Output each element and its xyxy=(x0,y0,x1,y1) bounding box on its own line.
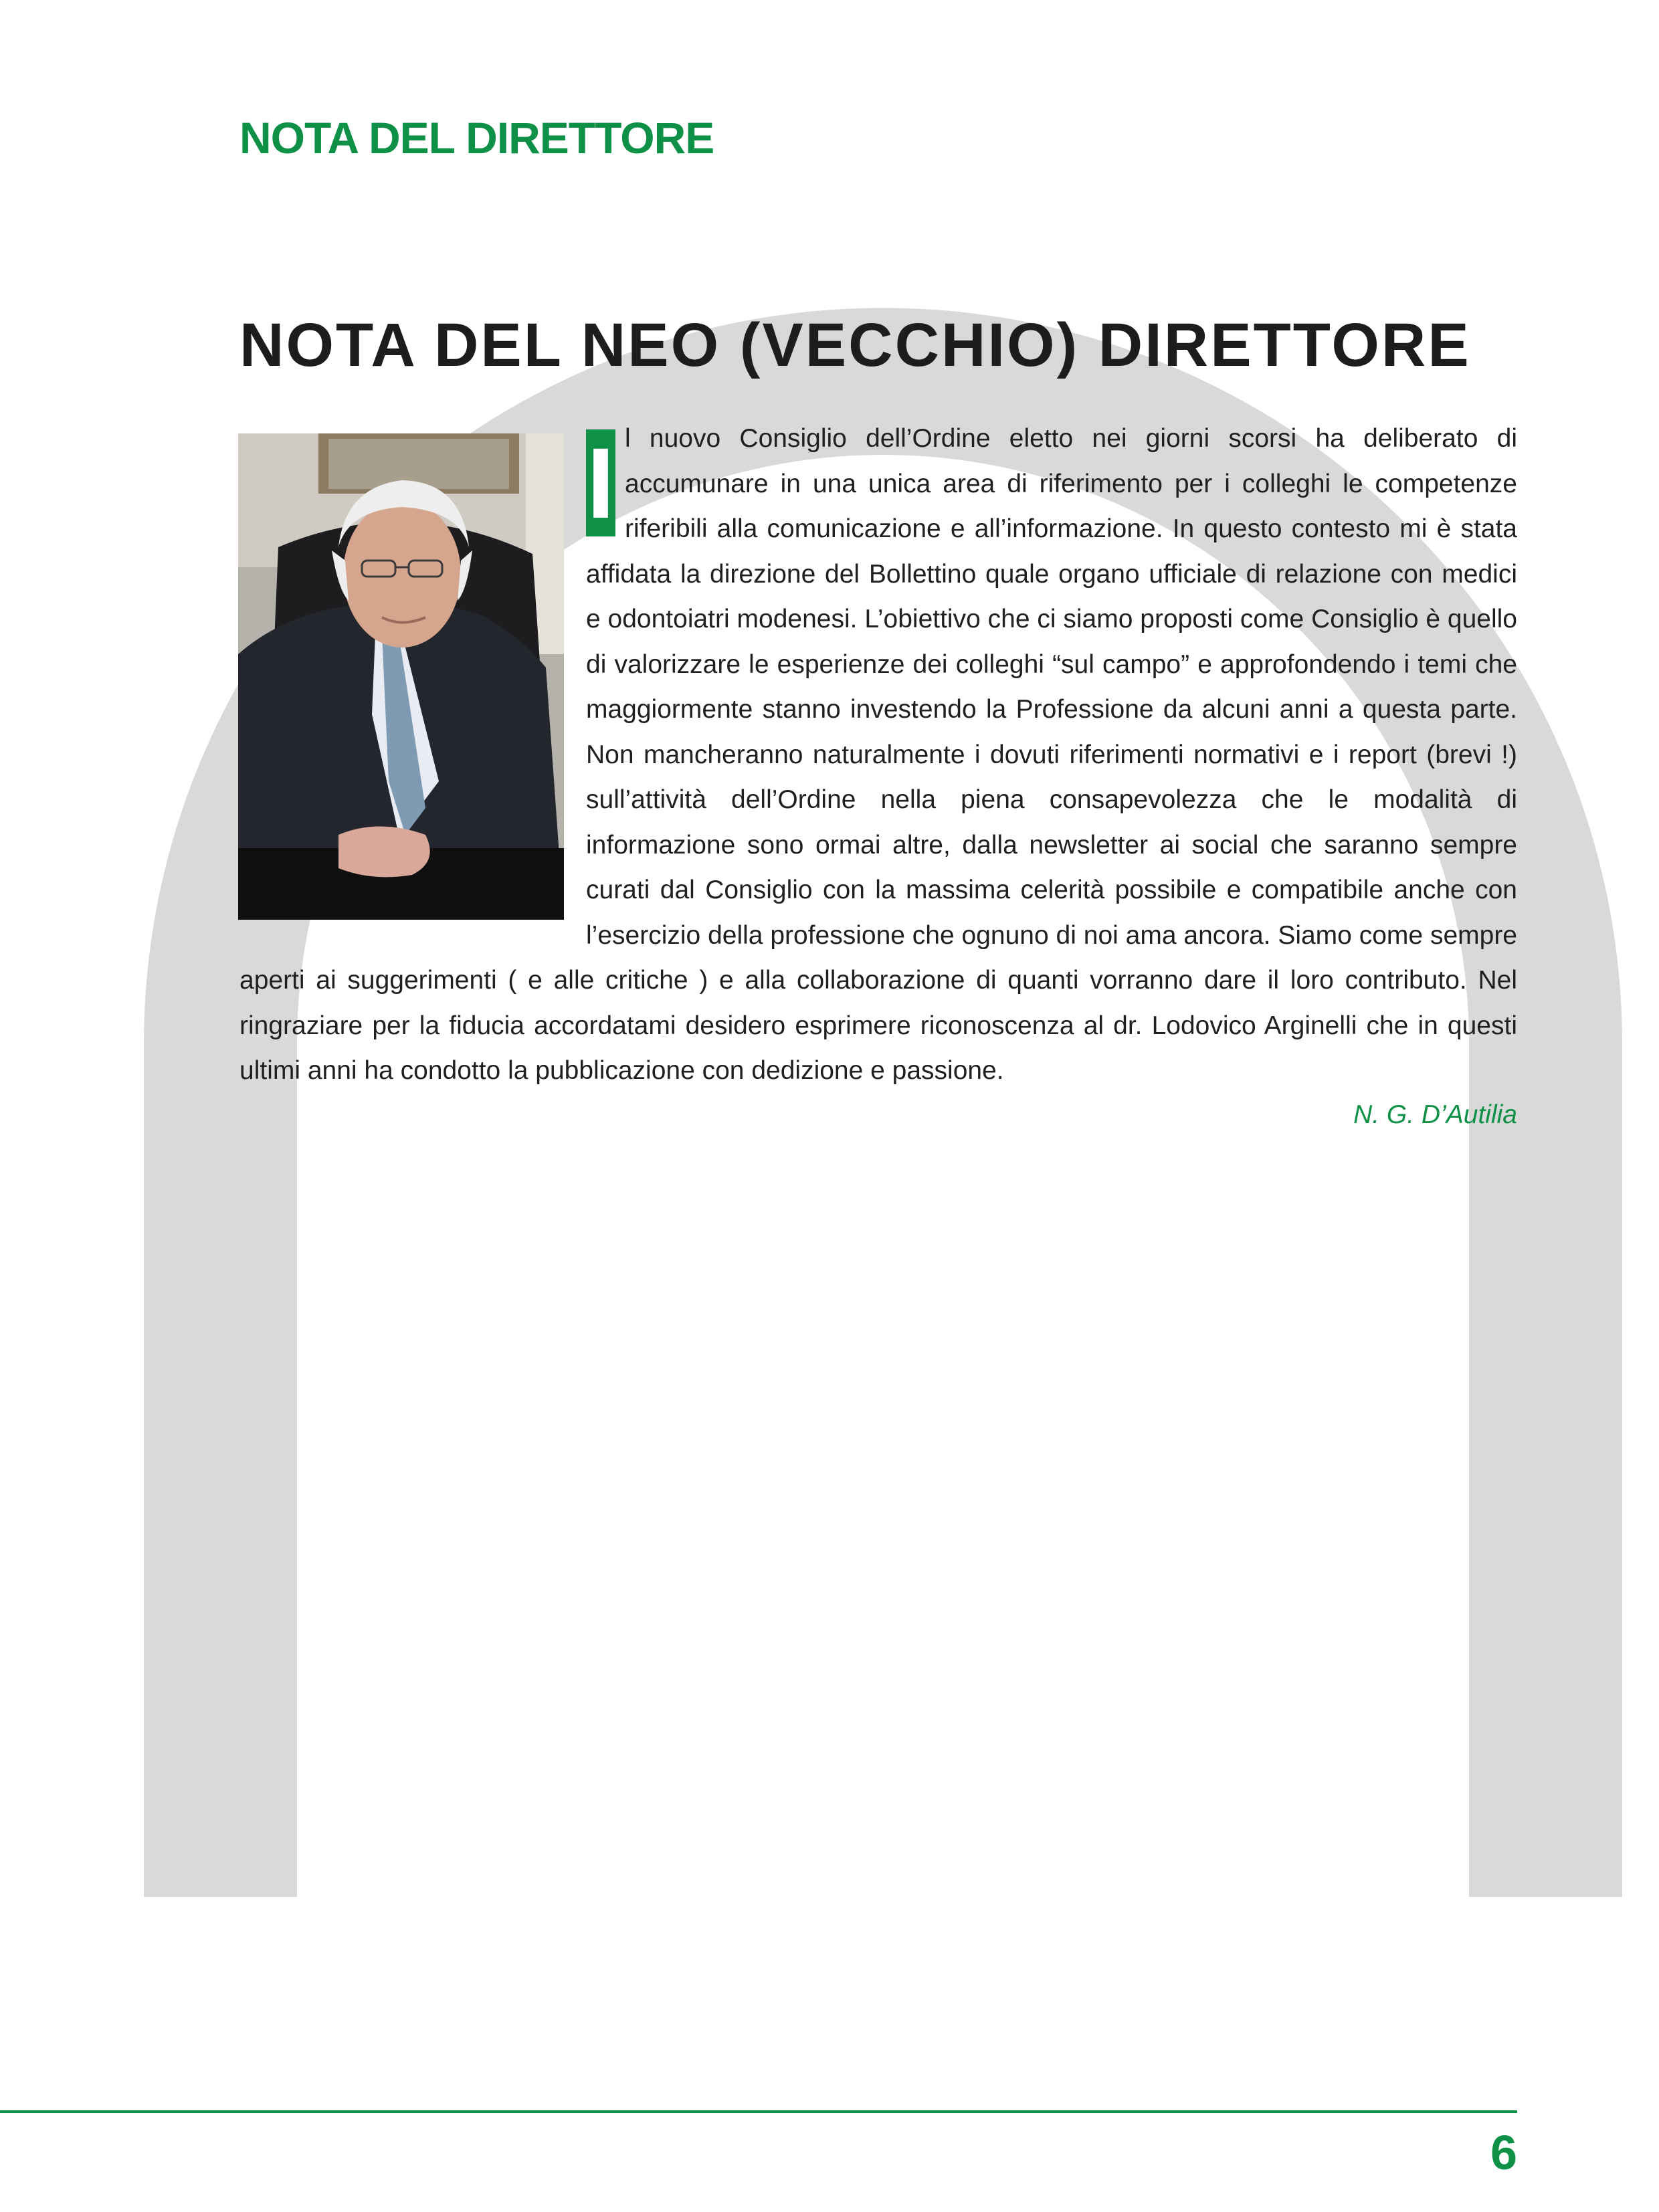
photo-spacer xyxy=(239,416,586,943)
article-title: NOTA DEL NEO (VECCHIO) DIRETTORE xyxy=(239,311,1471,379)
footer-divider xyxy=(0,2110,1517,2113)
article-body-text: l nuovo Consiglio dell’Ordine eletto nei giorni scorsi ha deliberato di accumunare in una unica area di riferimento per i colleghi le competenze riferibili alla comunicazione e all’informazione. In questo contesto mi è stata affidata la direzione del Bollettino quale organo ufficiale di relazione con medici e odontoiatri modenesi. L’obiettivo che ci siamo proposti come Consiglio è quello di valorizzare le esperienze dei colleghi “sul campo” e approfondendo i temi che maggiormente stanno investendo la Professione da alcuni anni a questa parte. Non mancheranno naturalmente i dovuti riferimenti normativi e i report (brevi !) sull’attività dell’Ordine nella piena consapevolezza che le modalità di informazione sono ormai altre, dalla newsletter ai social che saranno sempre curati dal Consiglio con la massima celerità possibile e compatibile anche con l’esercizio della professione che ognuno di noi ama ancora. Siamo come sempre aperti ai suggerimenti ( e alle critiche ) e alla collaborazione di quanti vorranno dare il loro contributo. Nel ringraziare per la fiducia accordatami desidero esprimere riconoscenza al dr. Lodovico Arginelli che in questi ultimi anni ha condotto la pubblicazione con dedizione e passione. xyxy=(239,424,1517,1085)
article-body xyxy=(239,416,1517,1094)
section-header: NOTA DEL DIRETTORE xyxy=(239,113,714,163)
page-number: 6 xyxy=(1490,2126,1517,2180)
author-signature: N. G. D’Autilia xyxy=(1353,1100,1517,1129)
drop-cap: I xyxy=(587,429,615,536)
